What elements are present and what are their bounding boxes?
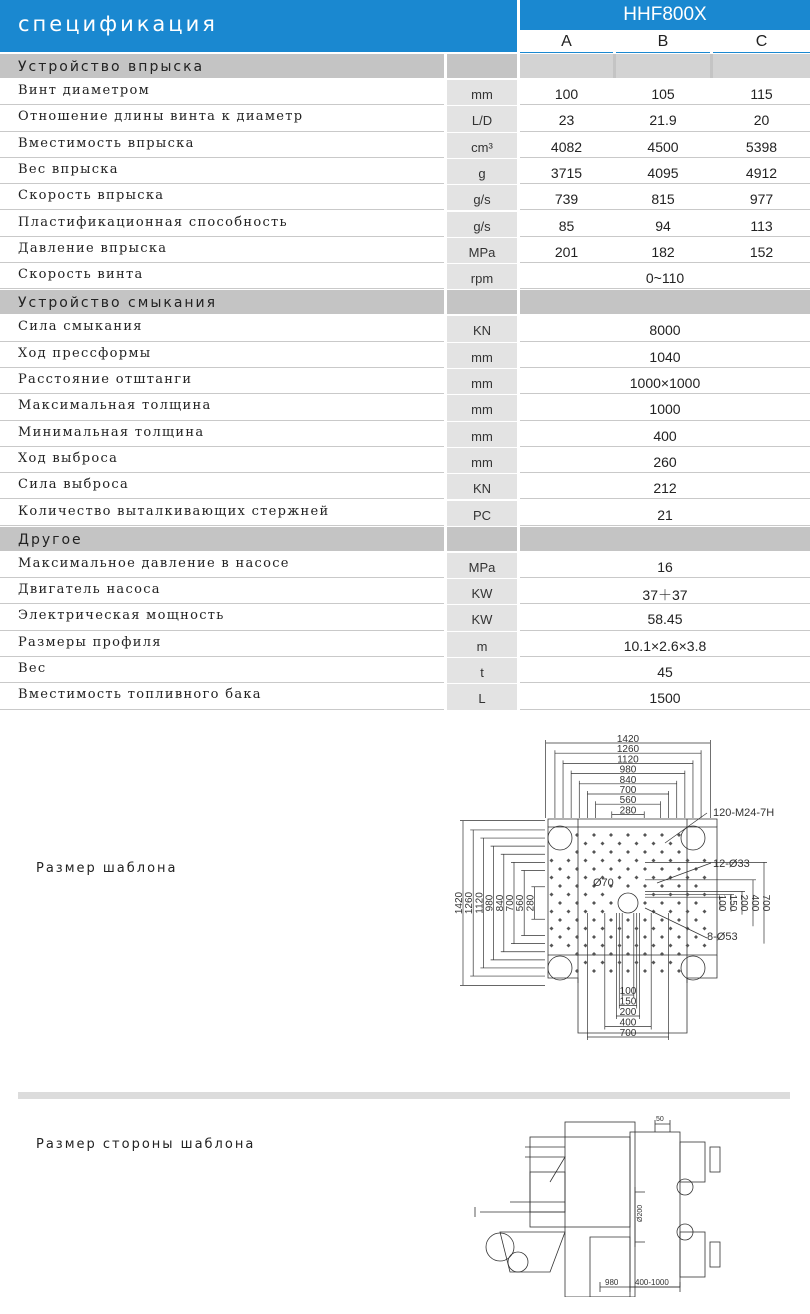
table-row [0,264,810,289]
param-label: Давление впрыска [18,240,168,256]
param-value: 1000 [649,401,681,418]
table-row [0,553,810,578]
param-value: 4095 [647,164,679,181]
platen-dim-left: 560 [515,894,527,912]
param-label: Вес впрыска [18,161,119,177]
section-title: Устройство впрыска [18,59,205,75]
platen-dim-top: 280 [619,805,637,817]
param-value: 1500 [649,690,681,707]
param-value: 37＋37 [642,587,688,604]
param-label: Сила смыкания [18,319,143,335]
platen-dim-bottom: 100 [619,986,637,997]
section-header [0,527,810,551]
platen-drawing [445,733,790,1048]
param-label: Вместимость впрыска [18,135,195,151]
param-unit: L [478,691,486,707]
platen-dim-top: 700 [619,785,637,796]
platen-dim-top: 840 [619,774,637,786]
table-row [0,185,810,210]
param-value: 100 [554,86,579,102]
platen-dim-right: 700 [760,894,771,912]
param-label: Электрическая мощность [18,608,225,624]
param-unit: KW [471,612,493,628]
param-label: Пластификационная способность [18,214,288,230]
table-row [0,474,810,499]
param-unit: MPa [468,559,496,575]
column-c-header: C [713,31,810,53]
param-unit: t [480,665,484,680]
param-value: 4500 [647,138,679,155]
platen-dim-bottom: 700 [619,1028,637,1039]
platen-dim-right: 150 [727,894,738,912]
table-row [0,106,810,131]
param-value: 105 [651,86,675,102]
param-label: Минимальная толщина [18,424,205,440]
section-header [0,54,810,78]
table-row [0,212,810,237]
param-value: 10.1×2.6×3.8 [623,637,707,654]
param-value: 1000×1000 [629,375,701,391]
platen-dim-left: 700 [505,894,516,912]
param-unit: PC [472,507,492,523]
table-row [0,605,810,630]
param-label: Двигатель насоса [18,582,161,598]
param-label: Размеры профиля [18,634,162,650]
side-dim-o200: Ø200 [637,1204,644,1222]
platen-dim-top: 560 [619,795,637,807]
section-divider [18,1092,790,1099]
section-title: Другое [18,531,83,548]
param-unit: mm [471,349,493,365]
side-template-size-caption: Размер стороны шаблона [36,1137,256,1152]
param-unit: L/D [471,113,493,129]
platen-dim-top: 1260 [616,744,640,756]
platen-dim-left: 1260 [464,891,476,915]
platen-callout: Ø70 [593,877,614,889]
table-row [0,316,810,341]
platen-dim-top: 980 [619,764,637,776]
param-unit: MPa [468,244,496,260]
platen-dim-bottom: 400 [619,1017,637,1029]
param-label: Вместимость топливного бака [18,687,262,703]
param-label: Количество выталкивающих стержней [18,503,330,519]
param-unit: KW [471,586,493,602]
platen-dim-top: 1120 [617,754,639,766]
param-label: Сила выброса [18,477,130,493]
platen-dim-bottom: 150 [619,996,637,1008]
platen-callout: 12-Ø33 [713,858,750,870]
table-row [0,343,810,368]
param-value: 23 [558,112,575,129]
header-title-bar [0,0,517,52]
section-title: Устройство смыкания [18,295,218,312]
param-value: 58.45 [647,611,683,628]
platen-dim-left: 1420 [454,891,465,915]
model-name: HHF800X [520,0,810,30]
param-value: 94 [655,217,671,234]
param-label: Скорость винта [18,267,144,283]
param-value: 4912 [745,164,778,181]
platen-callout: 120-M24-7H [713,807,775,819]
param-value: 4082 [550,138,583,155]
table-row [0,448,810,473]
param-unit: g [478,165,486,181]
column-b-header: B [616,31,710,53]
table-row [0,684,810,709]
table-row [0,395,810,420]
platen-dim-right: 200 [738,894,749,912]
param-value: 8000 [649,322,681,339]
param-label: Ход прессформы [18,345,152,361]
param-unit: mm [471,376,493,391]
param-value: 21 [657,506,673,523]
param-label: Отношение длины винта к диаметр [18,109,304,125]
param-value: 115 [750,86,773,102]
param-value: 212 [653,480,677,497]
platen-callout: 8-Ø53 [707,931,738,943]
side-dim-400-1000: 400-1000 [635,1278,669,1287]
param-unit: rpm [470,271,494,287]
param-unit: g/s [473,192,491,208]
table-row [0,658,810,683]
platen-dim-left: 980 [484,894,496,912]
param-value: 815 [651,191,675,208]
param-label: Расстояние отштанги [18,372,193,387]
param-unit: KN [472,323,492,339]
platen-dim-right: 100 [716,894,727,912]
param-label: Вес [18,661,47,676]
platen-dim-bottom: 200 [619,1007,637,1018]
param-value: 260 [653,453,677,470]
param-value: 21.9 [649,112,677,129]
section-header [0,290,810,314]
param-value: 400 [653,427,677,444]
param-value: 20 [753,112,770,129]
param-unit: cm³ [471,139,493,155]
param-value: 201 [554,243,579,260]
param-value: 739 [554,191,579,208]
table-row [0,632,810,657]
param-label: Скорость впрыска [18,188,165,204]
platen-dim-top: 1420 [616,734,640,745]
param-unit: g/s [473,218,491,234]
param-unit: mm [471,428,493,444]
side-view-drawing [470,1112,760,1297]
param-value: 152 [749,243,774,260]
param-unit: KN [472,481,492,497]
side-dim-980: 980 [605,1278,619,1287]
param-value: 45 [657,664,673,680]
param-unit: mm [471,454,493,470]
spec-header [0,0,810,52]
param-value: 182 [651,243,675,260]
param-value: 977 [749,191,774,208]
platen-dim-left: 840 [494,894,506,912]
page-title: спецификация [18,12,218,36]
param-value: 16 [657,558,673,575]
param-unit: mm [471,402,493,418]
table-row [0,369,810,394]
param-value: 3715 [550,164,583,181]
side-dim-50: 50 [656,1116,664,1123]
param-unit: m [476,638,488,654]
platen-dim-left: 280 [525,894,537,912]
param-value: 1040 [649,348,681,365]
param-label: Винт диаметром [18,83,151,98]
param-label: Ход выброса [18,450,119,466]
table-row [0,80,810,105]
platen-dim-left: 1120 [474,892,486,914]
table-row [0,238,810,263]
table-row [0,579,810,604]
param-value: 85 [558,217,575,234]
column-a-header: A [520,31,613,53]
param-value: 0~110 [645,270,685,287]
param-label: Максимальная толщина [18,398,212,414]
table-row [0,159,810,184]
template-size-caption: Размер шаблона [36,861,178,876]
table-row [0,133,810,158]
param-label: Максимальное давление в насосе [18,555,290,571]
param-value: 5398 [745,138,778,155]
param-value: 113 [750,217,773,234]
platen-dim-right: 400 [749,894,760,912]
table-row [0,501,810,526]
param-unit: mm [471,87,493,102]
table-row [0,422,810,447]
